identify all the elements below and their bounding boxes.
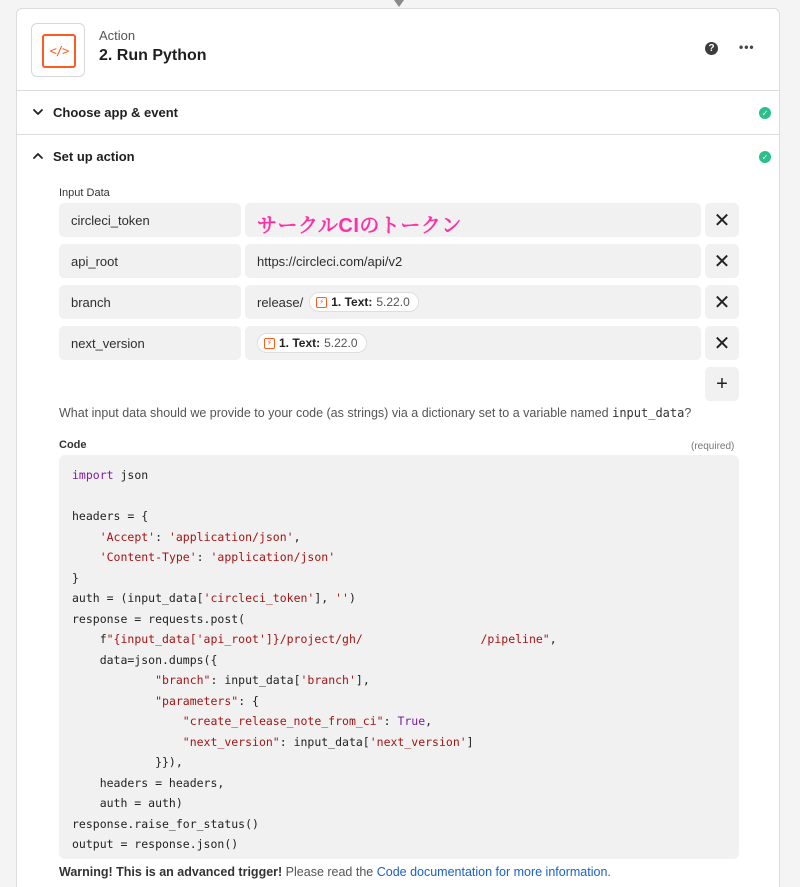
- input-key-field[interactable]: next_version: [59, 326, 241, 360]
- required-indicator: (required): [691, 441, 735, 452]
- code-line: "parameters": {: [155, 693, 259, 708]
- section-label: Set up action: [53, 149, 135, 164]
- step-header[interactable]: [17, 9, 779, 91]
- pill-value: 5.22.0: [376, 295, 410, 309]
- code-line: }}),: [72, 755, 183, 769]
- code-line: headers = headers,: [72, 775, 225, 790]
- pill-label: 1. Text:: [279, 336, 321, 350]
- code-line: f"{input_data['api_root']}/project/gh/ /pipeline",: [72, 632, 557, 646]
- code-line: [72, 486, 726, 507]
- code-line: import json: [72, 468, 149, 482]
- warning-bold: Warning! This is an advanced trigger!: [59, 865, 283, 879]
- code-line: response = requests.post(: [72, 611, 246, 626]
- mapped-field-pill[interactable]: [309, 292, 419, 312]
- input-value-field[interactable]: [245, 244, 701, 278]
- remove-row-button[interactable]: [705, 326, 739, 360]
- code-label: Code: [59, 439, 87, 451]
- input-data-label: Input Data: [59, 187, 110, 199]
- help-text: What input data should we provide to your code (as strings) via a dictionary set to a variable named: [59, 406, 609, 420]
- advanced-warning: [59, 865, 611, 879]
- code-line: headers = {: [72, 509, 149, 523]
- input-value-field[interactable]: [245, 285, 701, 319]
- help-icon[interactable]: ?: [705, 42, 718, 55]
- close-icon: ✕: [713, 250, 731, 273]
- variable-name: input_data: [612, 406, 685, 420]
- code-line: response.raise_for_status(): [72, 816, 259, 831]
- code-line: "create_release_note_from_ci": True,: [182, 714, 433, 728]
- check-circle-icon: ✓: [759, 107, 771, 119]
- value-prefix-text: release/: [257, 294, 304, 310]
- more-options-icon[interactable]: •••: [739, 40, 755, 54]
- help-text-end: ?: [684, 406, 692, 420]
- step-app-icon: ⚡: [264, 338, 275, 349]
- mapped-field-pill[interactable]: [257, 333, 367, 353]
- chevron-up-icon: [31, 149, 45, 163]
- action-step-card: [16, 8, 780, 887]
- code-line: 'Content-Type': 'application/json': [99, 550, 336, 564]
- code-line: auth = (input_data['circleci_token'], ''): [72, 591, 356, 605]
- flow-connector-arrow: [394, 0, 404, 7]
- pill-label: 1. Text:: [331, 295, 373, 309]
- value-text: サークルCIのトークン: [257, 214, 462, 237]
- step-kicker: Action: [99, 28, 136, 43]
- input-data-row: [59, 244, 739, 278]
- code-line: 'Accept': 'application/json',: [99, 529, 301, 544]
- close-icon: ✕: [713, 209, 731, 232]
- chevron-down-icon: [31, 105, 45, 119]
- step-app-icon: ⚡: [316, 297, 327, 308]
- input-data-row: [59, 285, 739, 319]
- step-title[interactable]: 2. Run Python: [99, 47, 207, 64]
- input-key-field[interactable]: api_root: [59, 244, 241, 278]
- code-line: }: [72, 570, 79, 585]
- input-key-field[interactable]: circleci_token: [59, 203, 241, 237]
- code-editor[interactable]: [59, 455, 739, 859]
- close-icon: ✕: [713, 332, 731, 355]
- remove-row-button[interactable]: [705, 244, 739, 278]
- close-icon: ✕: [713, 291, 731, 314]
- section-choose-app-event[interactable]: [17, 91, 779, 135]
- input-value-field[interactable]: [245, 326, 701, 360]
- code-icon: </>: [42, 34, 76, 68]
- value-text: https://circleci.com/api/v2: [257, 253, 403, 269]
- code-line: "branch": input_data['branch'],: [155, 673, 370, 687]
- code-line: "next_version": input_data['next_version']: [182, 734, 474, 749]
- code-docs-link[interactable]: Code documentation for more information.: [376, 865, 611, 879]
- plus-icon: +: [716, 372, 728, 395]
- input-data-row: [59, 203, 739, 237]
- remove-row-button[interactable]: [705, 203, 739, 237]
- input-value-field[interactable]: [245, 203, 701, 237]
- input-data-help-text: [59, 406, 759, 420]
- input-data-row: [59, 326, 739, 360]
- section-label: Choose app & event: [53, 105, 178, 120]
- section-set-up-action[interactable]: [17, 135, 779, 179]
- app-tile: [31, 23, 85, 77]
- remove-row-button[interactable]: [705, 285, 739, 319]
- input-key-field[interactable]: branch: [59, 285, 241, 319]
- warning-text: Please read the: [285, 865, 374, 879]
- pill-value: 5.22.0: [324, 336, 358, 350]
- code-line: output = response.json(): [72, 837, 239, 851]
- code-line: auth = auth): [72, 796, 183, 810]
- add-row-button[interactable]: [705, 367, 739, 401]
- check-circle-icon: ✓: [759, 151, 771, 163]
- code-line: data=json.dumps({: [72, 652, 218, 667]
